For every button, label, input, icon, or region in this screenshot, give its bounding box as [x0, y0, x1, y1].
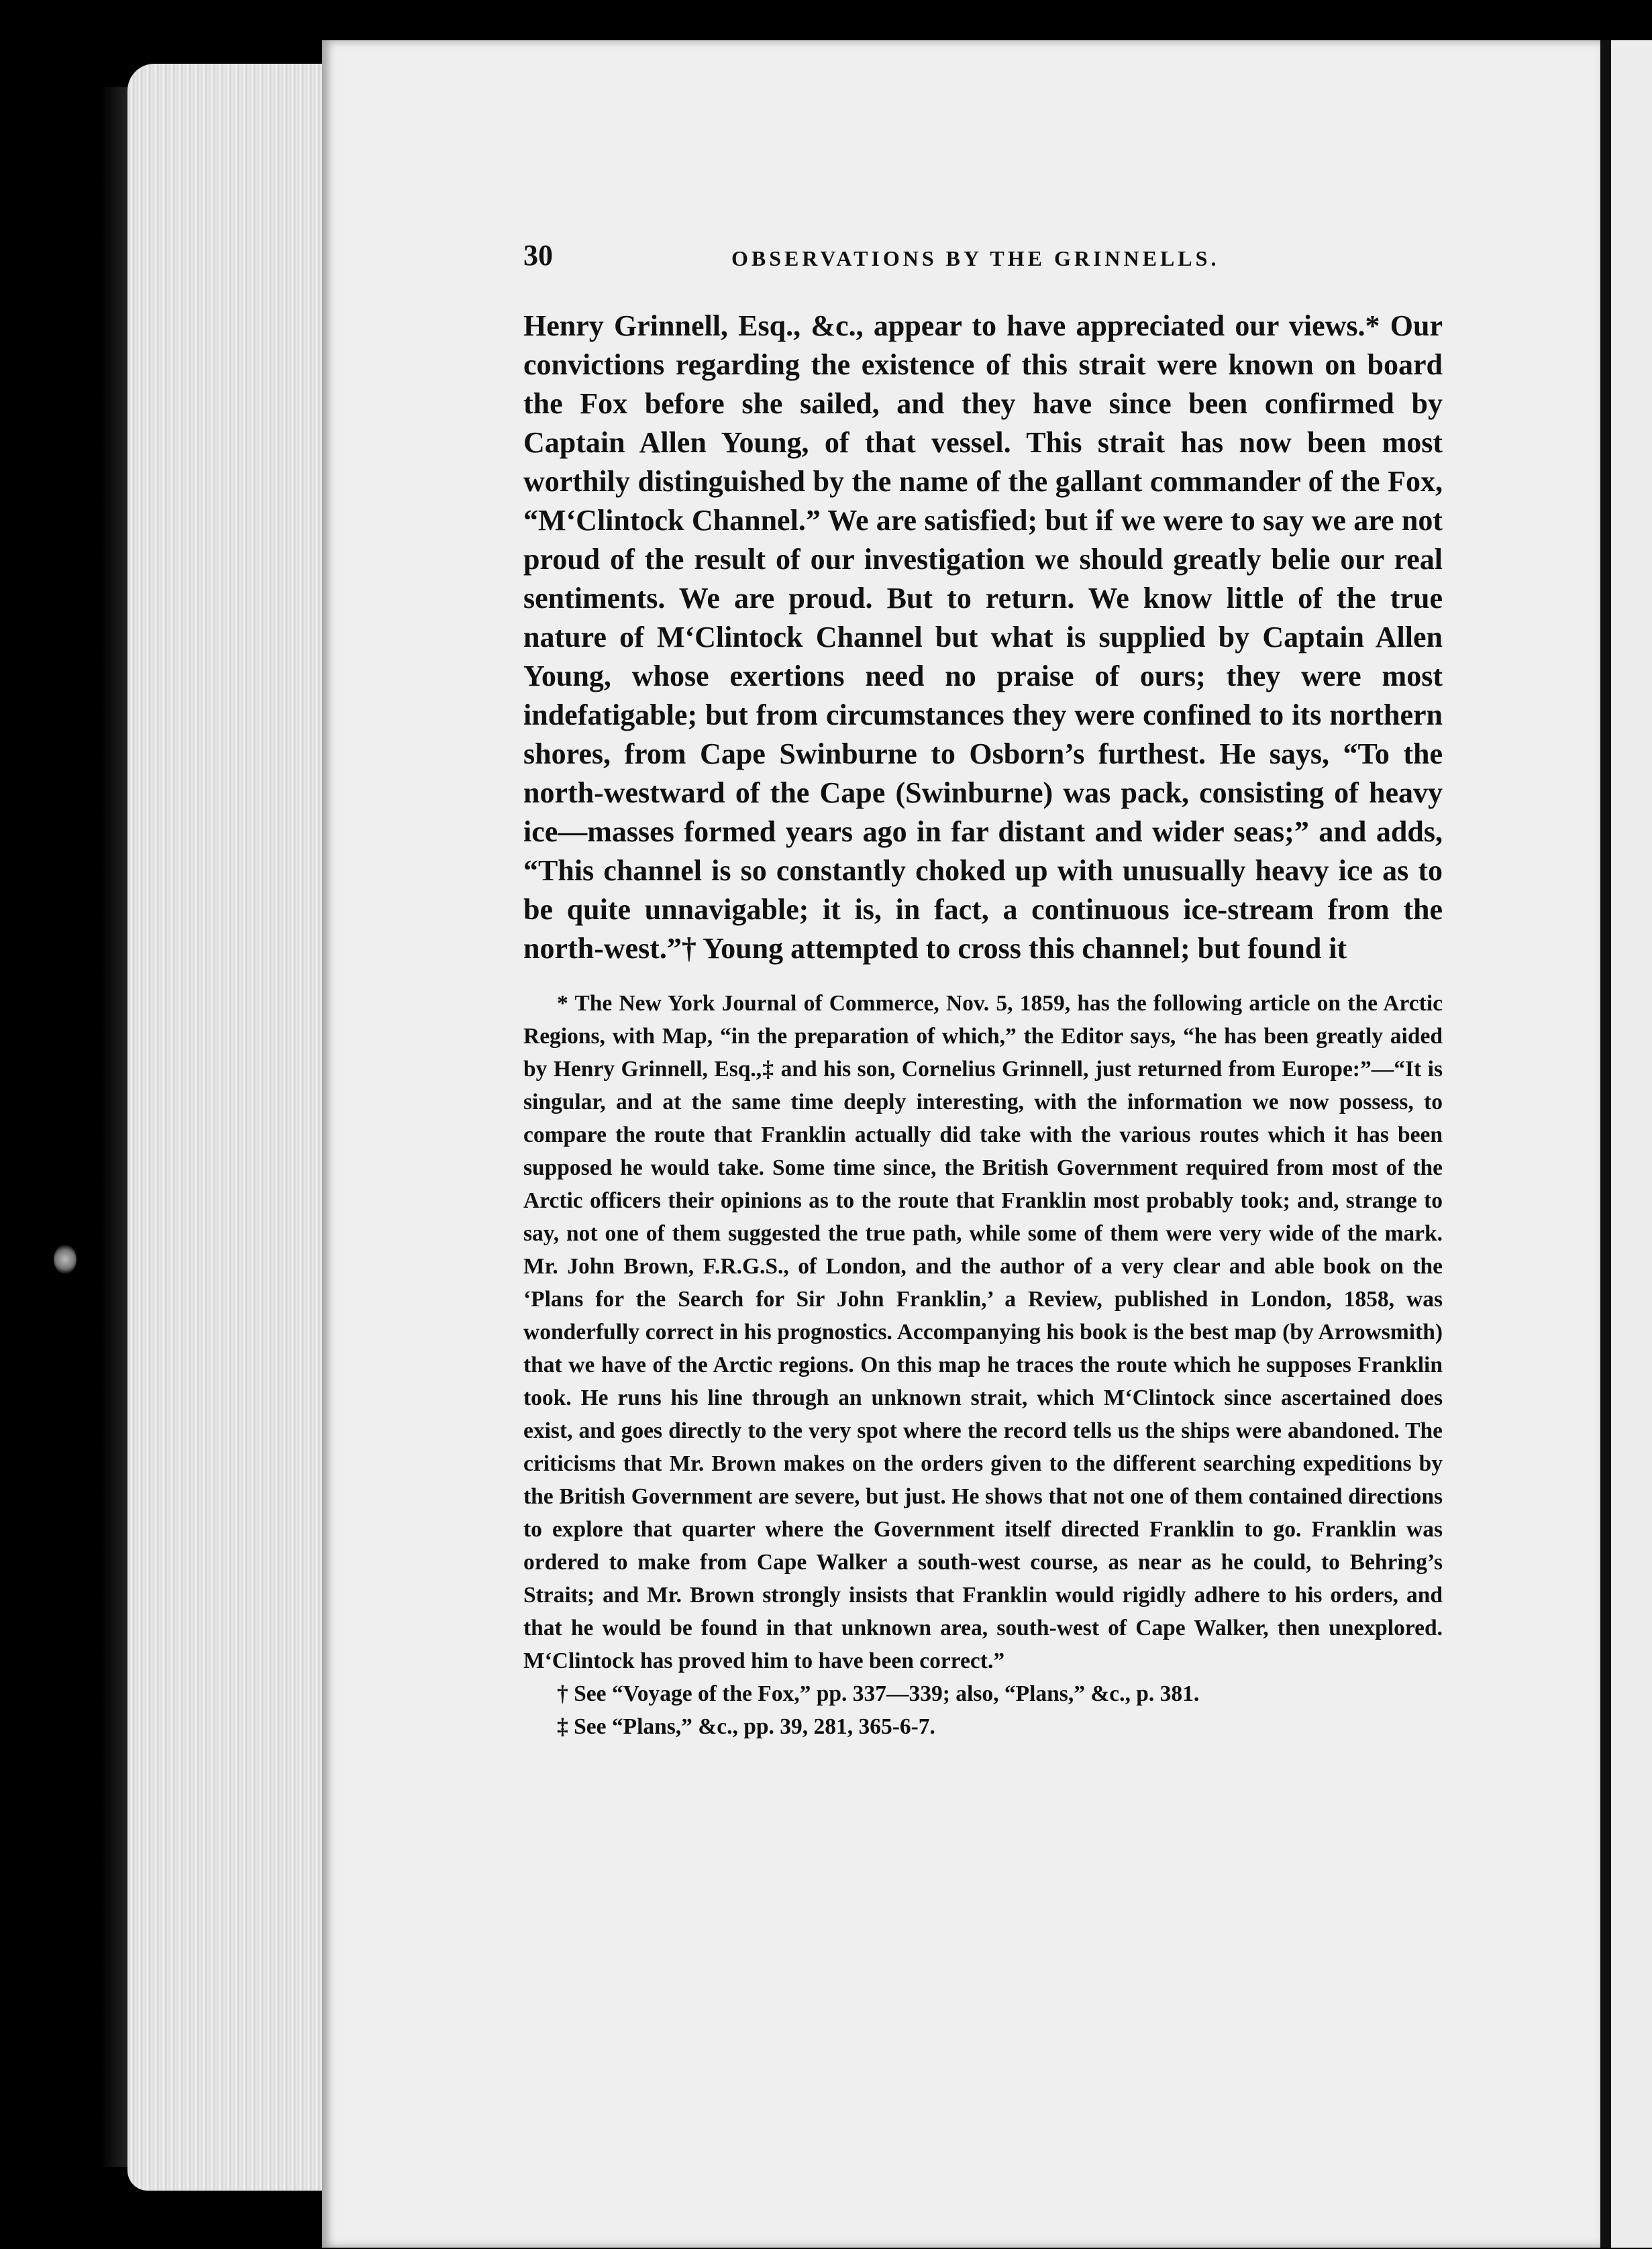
running-head [523, 238, 1443, 278]
footnote-double-dagger: ‡ See “Plans,” &c., pp. 39, 281, 365-6-7. [557, 1714, 935, 1739]
page-number: 30 [523, 239, 553, 272]
page-gutter [1600, 40, 1611, 2248]
page-content [523, 238, 1443, 1743]
running-title: OBSERVATIONS BY THE GRINNELLS. [731, 246, 1220, 270]
main-text [523, 307, 1443, 968]
adjacent-page-edge [1611, 40, 1652, 2248]
book-page-edges [127, 64, 335, 2191]
footnote-star: * The New York Journal of Commerce, Nov. 5, 1859, has the following article on the Arctic Regions, with Map, “in the preparation of which,” the Editor says, “he has been greatly aided by Henry Grinnell, Esq.,‡ and his son, Cornelius Grinnell, just returned from Europe:”—“It is singular, and at the same time deeply interesting, with the information we now possess, to compare the route that Franklin actually did take with the various routes which it has been supposed he would take. Some time since, the British Government required from most of the Arctic officers their opinions as to the route that Franklin most probably took; and, strange to say, not one of them suggested the true path, while some of them were very wide of the mark. Mr. John Brown, F.R.G.S., of London, and the author of a very clear and able book on the ‘Plans for the Search for Sir John Franklin,’ a Review, published in London, 1858, was wonderfully correct in his prognostics. Accompanying his book is the best map (by Arrowsmith) that we have of the Arctic regions. On this map he traces the route which he supposes Franklin took. He runs his line through an unknown strait, which M‘Clintock since ascertained does exist, and goes directly to the very spot where the record tells us the ships were abandoned. The criticisms that Mr. Brown makes on the orders given to the different searching expeditions by the British Government are severe, but just. He shows that not one of them contained directions to explore that quarter where the Government itself directed Franklin to go. Franklin was ordered to make from Cape Walker a south-west course, as near as he could, to Behring’s Straits; and Mr. Brown strongly insists that Franklin would rigidly adhere to his orders, and that he would be found in that unknown area, south-west of Cape Walker, then unexplored. M‘Clintock has proved him to have been correct.” [523, 991, 1443, 1673]
body-paragraph: Henry Grinnell, Esq., &c., appear to have appreciated our views.* Our convictions regarding the existence of this strait were known on board the Fox before she sailed, and they have since been confirmed by Captain Allen Young, of that vessel. This strait has now been most worthily distinguished by the name of the gallant commander of the Fox, “M‘Clintock Channel.” We are satisfied; but if we were to say we are not proud of the result of our investigation we should greatly belie our real sentiments. We are proud. But to return. We know little of the true nature of M‘Clintock Channel but what is supplied by Captain Allen Young, whose exertions need no praise of ours; they were most indefatigable; but from circumstances they were confined to its northern shores, from Cape Swinburne to Osborn’s furthest. He says, “To the north-westward of the Cape (Swinburne) was pack, consisting of heavy ice—masses formed years ago in far distant and wider seas;” and adds, “This channel is so constantly choked up with unusually heavy ice as to be quite unnavigable; it is, in fact, a continuous ice-stream from the north-west.”† Young attempted to cross this channel; but found it [523, 309, 1443, 965]
dust-speck [54, 1245, 76, 1274]
footnotes [523, 987, 1443, 1743]
footnote-dagger: † See “Voyage of the Fox,” pp. 337—339; also, “Plans,” &c., p. 381. [557, 1681, 1200, 1706]
